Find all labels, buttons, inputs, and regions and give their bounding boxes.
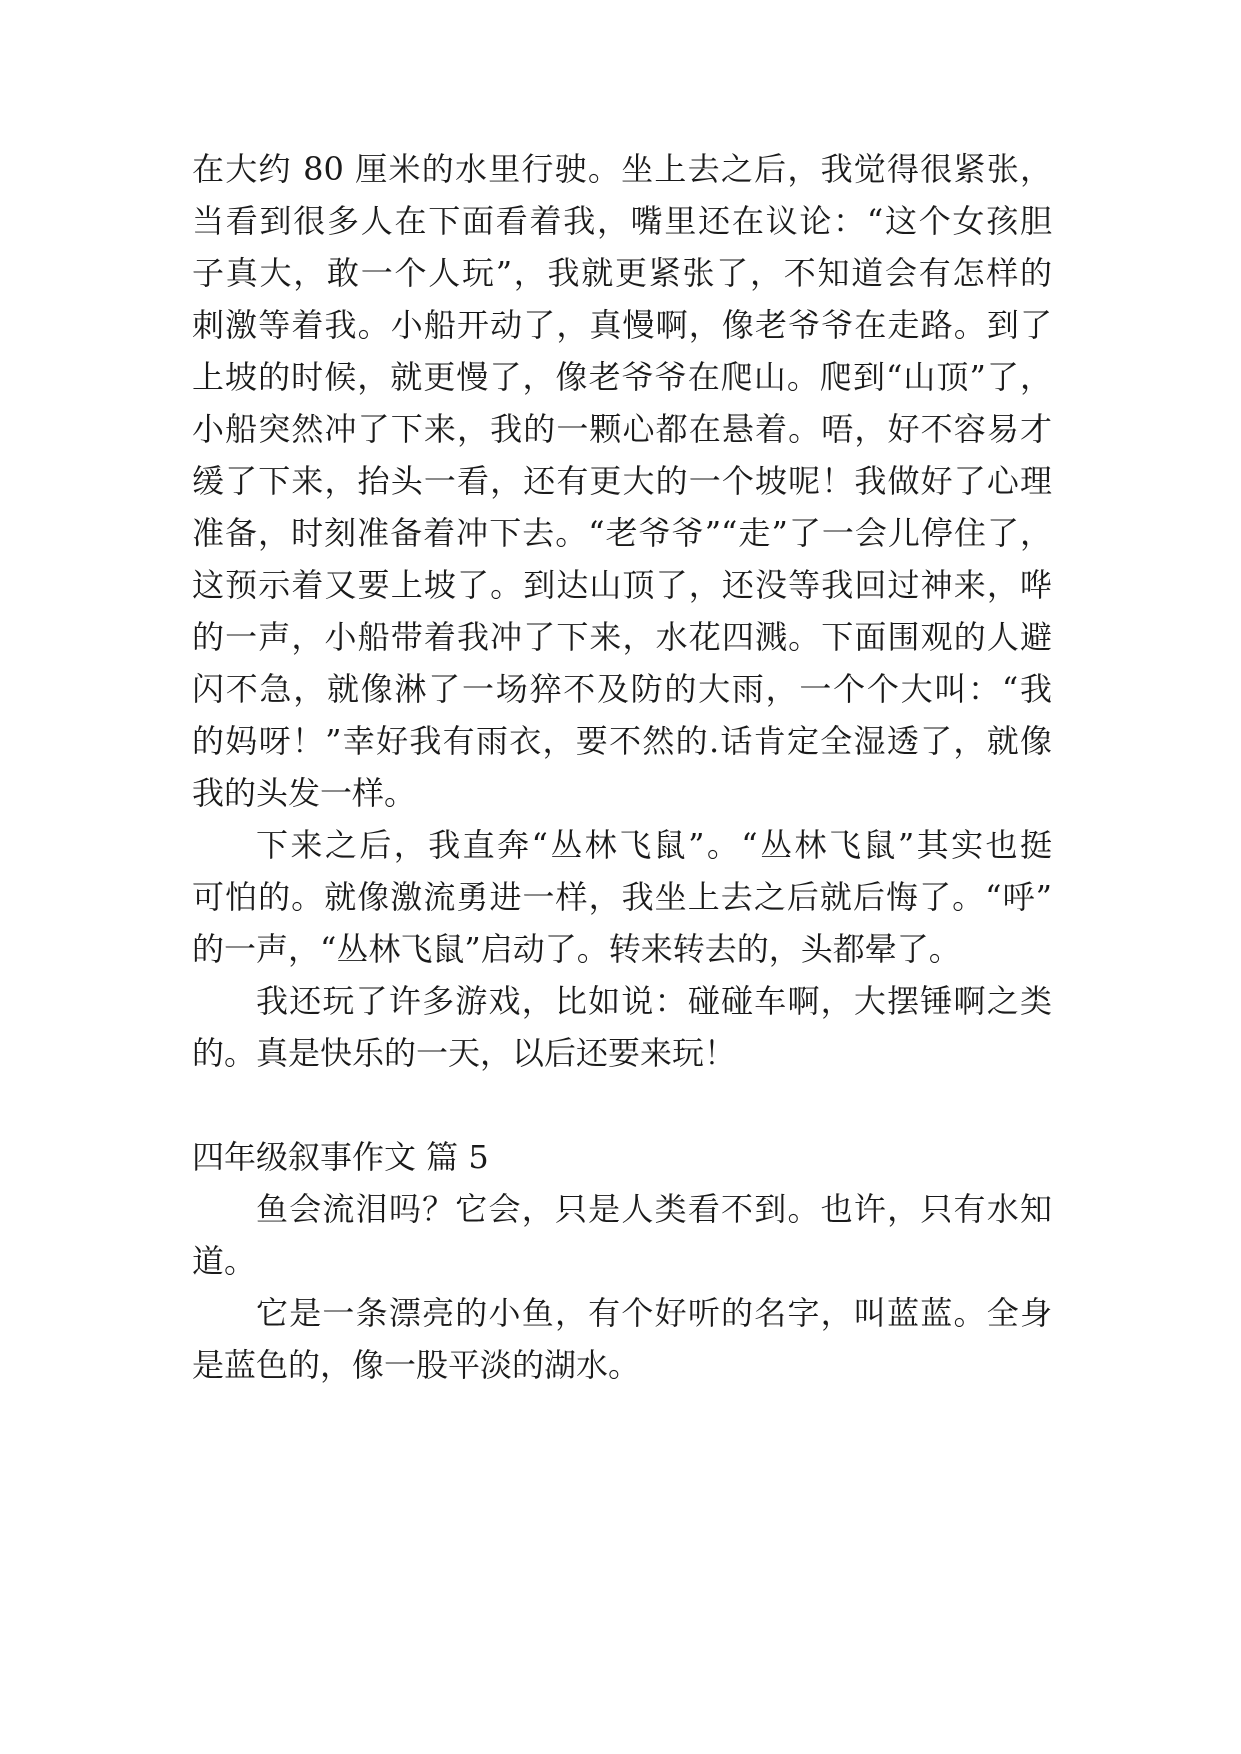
paragraph-line: 道。 [192, 1242, 257, 1280]
paragraph-line: 小船突然冲了下来，我的一颗心都在悬着。唔，好不容易才 [192, 410, 1052, 448]
paragraph-line: 的妈呀！”幸好我有雨衣，要不然的.话肯定全湿透了，就像 [192, 722, 1052, 760]
paragraph-line: 缓了下来，抬头一看，还有更大的一个坡呢！我做好了心理 [192, 462, 1052, 500]
paragraph-line: 我还玩了许多游戏，比如说：碰碰车啊，大摆锤啊之类 [256, 982, 1052, 1020]
paragraph-line: 是蓝色的，像一股平淡的湖水。 [192, 1346, 641, 1384]
paragraph-line: 刺激等着我。小船开动了，真慢啊，像老爷爷在走路。到了 [192, 306, 1052, 344]
paragraph-line: 下来之后，我直奔“丛林飞鼠”。“丛林飞鼠”其实也挺 [256, 826, 1052, 864]
paragraph-line: 的。真是快乐的一天，以后还要来玩！ [192, 1034, 737, 1072]
paragraph-line: 当看到很多人在下面看着我，嘴里还在议论：“这个女孩胆 [192, 202, 1052, 240]
paragraph-line: 在大约 80 厘米的水里行驶。坐上去之后，我觉得很紧张， [192, 150, 1052, 188]
paragraph-line: 子真大，敢一个人玩”，我就更紧张了，不知道会有怎样的 [192, 254, 1052, 292]
paragraph-line: 这预示着又要上坡了。到达山顶了，还没等我回过神来，哗 [192, 566, 1052, 604]
paragraph-line: 的一声，小船带着我冲了下来，水花四溅。下面围观的人避 [192, 618, 1052, 656]
paragraph-line: 它是一条漂亮的小鱼，有个好听的名字，叫蓝蓝。全身 [256, 1294, 1052, 1332]
paragraph-line: 闪不急，就像淋了一场猝不及防的大雨，一个个大叫：“我 [192, 670, 1052, 708]
paragraph-line: 上坡的时候，就更慢了，像老爷爷在爬山。爬到“山顶”了， [192, 358, 1052, 396]
paragraph-line: 的一声，“丛林飞鼠”启动了。转来转去的，头都晕了。 [192, 930, 961, 968]
section-heading: 四年级叙事作文 篇 5 [192, 1138, 489, 1176]
paragraph-line: 可怕的。就像激流勇进一样，我坐上去之后就后悔了。“呼” [192, 878, 1052, 916]
paragraph-line: 鱼会流泪吗？它会，只是人类看不到。也许，只有水知 [256, 1190, 1052, 1228]
paragraph-line: 准备，时刻准备着冲下去。“老爷爷”“走”了一会儿停住了， [192, 514, 1052, 552]
paragraph-line: 我的头发一样。 [192, 774, 417, 812]
